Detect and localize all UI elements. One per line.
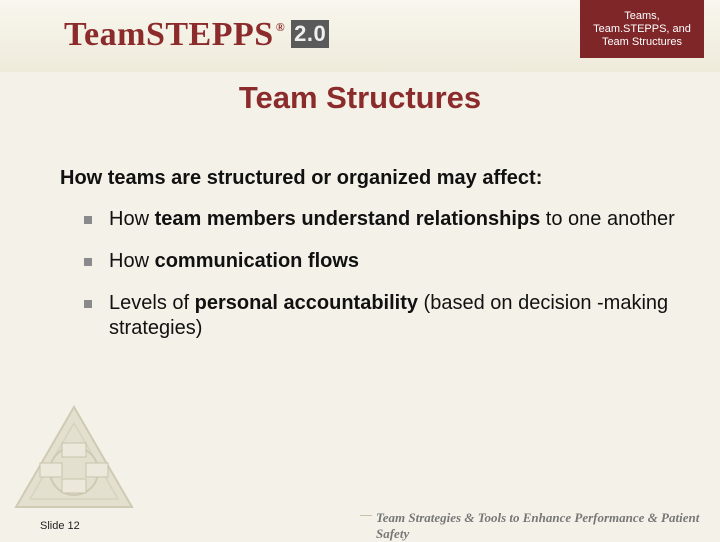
- bullet-text: (based on decision -making strategies): [109, 292, 669, 339]
- bullet-text: How: [109, 208, 155, 230]
- teamstepps-logo: [64, 16, 329, 54]
- bullet-item: [84, 291, 694, 341]
- logo-text: TeamSTEPPS: [64, 16, 274, 53]
- section-label-box: Teams, Team.STEPPS, and Team Structures: [580, 0, 704, 58]
- bullet-emphasis: communication flows: [154, 250, 360, 272]
- slide-title: Team Structures: [238, 80, 482, 115]
- square-bullet-icon: [84, 300, 92, 308]
- bullet-item: [84, 249, 694, 274]
- bullet-emphasis: personal accountability: [194, 292, 418, 314]
- bullet-text: How: [109, 250, 155, 272]
- logo-registered-mark: ®: [275, 20, 286, 34]
- slide-number: Slide 12: [40, 520, 80, 532]
- bullet-item: [84, 207, 694, 232]
- logo-version-badge: 2.0: [291, 20, 329, 48]
- footer-tagline: Team Strategies & Tools to Enhance Performance & Patient Safety: [372, 510, 720, 542]
- intro-text: How teams are structured or organized may affect:: [60, 167, 543, 189]
- square-bullet-icon: [84, 258, 92, 266]
- bullet-text: to one another: [540, 208, 675, 230]
- teamstepps-triangle-logo-icon: [14, 405, 134, 515]
- bullet-list: [84, 207, 694, 358]
- bullet-emphasis: team members understand relationships: [154, 208, 541, 230]
- square-bullet-icon: [84, 216, 92, 224]
- bullet-text: Levels of: [109, 292, 195, 314]
